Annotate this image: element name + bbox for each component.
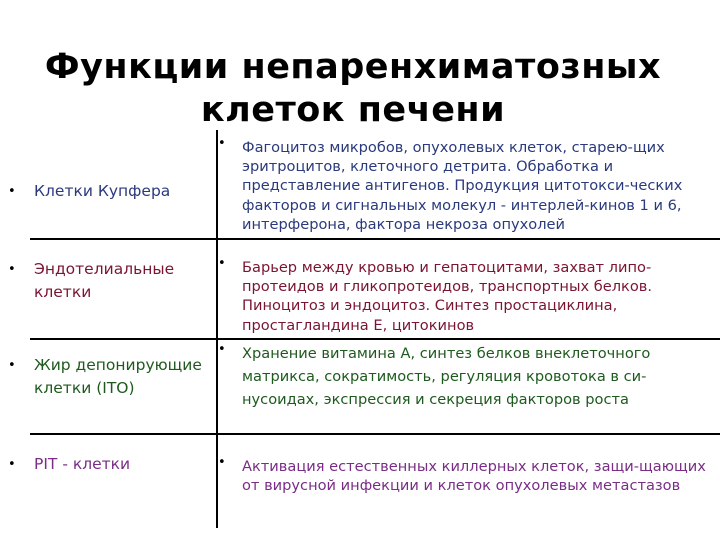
cell-kupffer [8, 180, 223, 203]
cell-endothelial [8, 258, 223, 304]
function-text: Барьер между кровью и гепатоцитами, захват липо-протеидов и гликопротеидов, транспортных белков. Пиноцитоз и эндоцитоз. Синтез простациклина, простагландина Е, цитокинов [242, 259, 653, 334]
cell-label: Жир депонирующие клетки (ITO) [34, 356, 202, 397]
function-pit [218, 457, 718, 495]
cell-pit [8, 453, 223, 476]
page-title [0, 46, 706, 132]
bullet-icon: • [218, 136, 226, 151]
bullet-icon: • [218, 342, 226, 357]
cell-label: Клетки Купфера [34, 182, 171, 200]
function-text: Фагоцитоз микробов, опухолевых клеток, старею-щих эритроцитов, клеточного детрита. Обработка и представление антигенов. Продукция цитотокси-ческих факторов и сигнальных молекул - интерлей-кинов 1 и 6, интерферона, фактора некроза опухолей [242, 139, 683, 233]
bullet-icon: • [8, 262, 16, 277]
bullet-icon: • [8, 184, 16, 199]
bullet-icon: • [8, 457, 16, 472]
function-text: Активация естественных киллерных клеток, защи-щающих от вирусной инфекции и клеток опухолевых метастазов [242, 458, 706, 495]
function-endothelial [218, 258, 718, 335]
function-text: Хранение витамина А, синтез белков внеклеточного матрикса, сократимость, регуляция кровотока в си-нусоидах, экспрессия и секреция факторов роста [242, 345, 651, 408]
row-divider-1 [30, 238, 720, 240]
row-divider-2 [30, 338, 720, 340]
bullet-icon: • [218, 256, 226, 271]
cell-ito [8, 354, 223, 400]
row-divider-3 [30, 433, 720, 435]
bullet-icon: • [8, 358, 16, 373]
cell-label: PIT - клетки [34, 455, 131, 473]
title-line-2: клеток печени [200, 90, 506, 130]
cell-label: Эндотелиальные клетки [34, 260, 175, 301]
title-line-1: Функции непаренхиматозных [44, 47, 662, 87]
function-ito [218, 342, 718, 411]
function-kupffer [218, 138, 718, 234]
bullet-icon: • [218, 455, 226, 470]
